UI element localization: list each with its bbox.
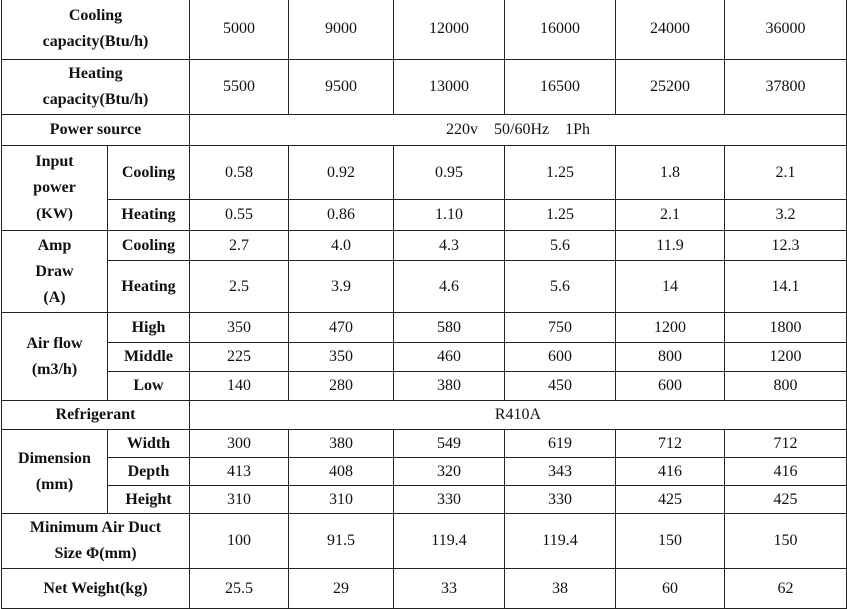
row-label: [2, 0, 190, 60]
value-cell: 16500: [505, 60, 616, 115]
row-air-flow-middle: [2, 343, 847, 372]
value-cell: 36000: [725, 0, 847, 60]
row-amp-draw-cooling: [2, 231, 847, 261]
label-line: Dimension: [18, 449, 91, 467]
value-cell: R410A: [190, 401, 847, 430]
value-cell: 450: [505, 372, 616, 401]
row-net-weight: [2, 569, 847, 609]
value-cell: 100: [190, 514, 289, 569]
value-cell: 2.1: [725, 146, 847, 200]
sub-label: Cooling: [108, 146, 190, 200]
row-air-flow-low: [2, 372, 847, 401]
label-line: (m3/h): [31, 360, 78, 378]
label-line: power: [33, 179, 76, 196]
value-cell: 350: [190, 313, 289, 343]
row-refrigerant: [2, 401, 847, 430]
value-cell: 600: [616, 372, 725, 401]
label-line: Input: [35, 153, 74, 170]
row-amp-draw-heating: [2, 261, 847, 313]
label-line: Air flow: [26, 334, 83, 352]
value-cell: 13000: [394, 60, 505, 115]
value-cell: 4.3: [394, 231, 505, 261]
value-cell: 4.0: [289, 231, 394, 261]
sub-label: Low: [108, 372, 190, 401]
sub-label: Depth: [108, 458, 190, 486]
value-cell: 25.5: [190, 569, 289, 609]
label-line: (KW): [36, 206, 73, 222]
value-cell: 380: [289, 430, 394, 458]
value-cell: 460: [394, 343, 505, 372]
value-cell: 1.8: [616, 146, 725, 200]
value-cell: 5500: [190, 60, 289, 115]
label-line: (A): [43, 288, 66, 306]
row-label: [2, 231, 108, 313]
value-cell: 1800: [725, 313, 847, 343]
value-cell: 300: [190, 430, 289, 458]
value-cell: 12.3: [725, 231, 847, 261]
value-cell: 25200: [616, 60, 725, 115]
value-cell: 1200: [616, 313, 725, 343]
value-cell: 38: [505, 569, 616, 609]
value-cell: 2.1: [616, 200, 725, 231]
value-cell: 0.86: [289, 200, 394, 231]
value-cell: 16000: [505, 0, 616, 60]
value-cell: 310: [190, 486, 289, 514]
value-cell: 0.58: [190, 146, 289, 200]
sub-label: Cooling: [108, 231, 190, 261]
value-cell: 800: [616, 343, 725, 372]
value-cell: 712: [616, 430, 725, 458]
value-cell: 310: [289, 486, 394, 514]
value-cell: 619: [505, 430, 616, 458]
row-dimension-height: [2, 486, 847, 514]
row-label: [2, 514, 190, 569]
value-cell: 330: [505, 486, 616, 514]
label-line: Size Φ(mm): [54, 545, 137, 562]
value-cell: 140: [190, 372, 289, 401]
row-min-air-duct: [2, 514, 847, 569]
row-label: [2, 60, 190, 115]
value-cell: 29: [289, 569, 394, 609]
row-heating-capacity: [2, 60, 847, 115]
label-line: Draw: [35, 262, 74, 280]
value-cell: 33: [394, 569, 505, 609]
value-cell: 9000: [289, 0, 394, 60]
value-cell: 1.25: [505, 200, 616, 231]
sub-label: Middle: [108, 343, 190, 372]
row-cooling-capacity: [2, 0, 847, 60]
value-cell: 330: [394, 486, 505, 514]
value-cell: 5.6: [505, 231, 616, 261]
value-cell: 280: [289, 372, 394, 401]
value-cell: 150: [725, 514, 847, 569]
value-cell: 1.10: [394, 200, 505, 231]
value-cell: 3.9: [289, 261, 394, 313]
value-cell: 9500: [289, 60, 394, 115]
value-cell: 712: [725, 430, 847, 458]
row-dimension-width: [2, 430, 847, 458]
label-line: capacity(Btu/h): [42, 91, 149, 108]
value-cell: 408: [289, 458, 394, 486]
value-cell: 416: [616, 458, 725, 486]
label-line: capacity(Btu/h): [42, 33, 149, 50]
value-cell: 225: [190, 343, 289, 372]
sub-label: Heating: [108, 261, 190, 313]
row-input-power-heating: [2, 200, 847, 231]
row-dimension-depth: [2, 458, 847, 486]
value-cell: 119.4: [505, 514, 616, 569]
value-cell: 220v 50/60Hz 1Ph: [190, 115, 847, 146]
row-label: Power source: [2, 115, 190, 146]
value-cell: 2.5: [190, 261, 289, 313]
row-power-source: [2, 115, 847, 146]
label-line: (mm): [35, 475, 74, 493]
sub-label: Heating: [108, 200, 190, 231]
value-cell: 91.5: [289, 514, 394, 569]
value-cell: 0.92: [289, 146, 394, 200]
value-cell: 5000: [190, 0, 289, 60]
value-cell: 320: [394, 458, 505, 486]
value-cell: 380: [394, 372, 505, 401]
row-label: Net Weight(kg): [2, 569, 190, 609]
value-cell: 24000: [616, 0, 725, 60]
row-input-power-cooling: [2, 146, 847, 200]
label-line: Amp: [37, 236, 72, 254]
sub-label: High: [108, 313, 190, 343]
value-cell: 425: [725, 486, 847, 514]
value-cell: 600: [505, 343, 616, 372]
value-cell: 11.9: [616, 231, 725, 261]
row-label: [2, 430, 108, 514]
value-cell: 2.7: [190, 231, 289, 261]
row-label: Refrigerant: [2, 401, 190, 430]
value-cell: 37800: [725, 60, 847, 115]
value-cell: 0.55: [190, 200, 289, 231]
row-label: [2, 146, 108, 231]
value-cell: 1.25: [505, 146, 616, 200]
value-cell: 12000: [394, 0, 505, 60]
value-cell: 119.4: [394, 514, 505, 569]
value-cell: 14: [616, 261, 725, 313]
value-cell: 4.6: [394, 261, 505, 313]
row-label: [2, 313, 108, 401]
value-cell: 425: [616, 486, 725, 514]
value-cell: 5.6: [505, 261, 616, 313]
value-cell: 549: [394, 430, 505, 458]
value-cell: 14.1: [725, 261, 847, 313]
value-cell: 3.2: [725, 200, 847, 231]
sub-label: Width: [108, 430, 190, 458]
value-cell: 580: [394, 313, 505, 343]
label-line: Cooling: [68, 7, 123, 24]
spec-table: [1, 0, 847, 609]
label-line: Heating: [68, 65, 123, 82]
value-cell: 416: [725, 458, 847, 486]
value-cell: 800: [725, 372, 847, 401]
value-cell: 150: [616, 514, 725, 569]
value-cell: 343: [505, 458, 616, 486]
value-cell: 60: [616, 569, 725, 609]
sub-label: Height: [108, 486, 190, 514]
label-line: Minimum Air Duct: [29, 519, 162, 536]
value-cell: 470: [289, 313, 394, 343]
value-cell: 350: [289, 343, 394, 372]
value-cell: 413: [190, 458, 289, 486]
value-cell: 62: [725, 569, 847, 609]
value-cell: 1200: [725, 343, 847, 372]
value-cell: 750: [505, 313, 616, 343]
value-cell: 0.95: [394, 146, 505, 200]
row-air-flow-high: [2, 313, 847, 343]
